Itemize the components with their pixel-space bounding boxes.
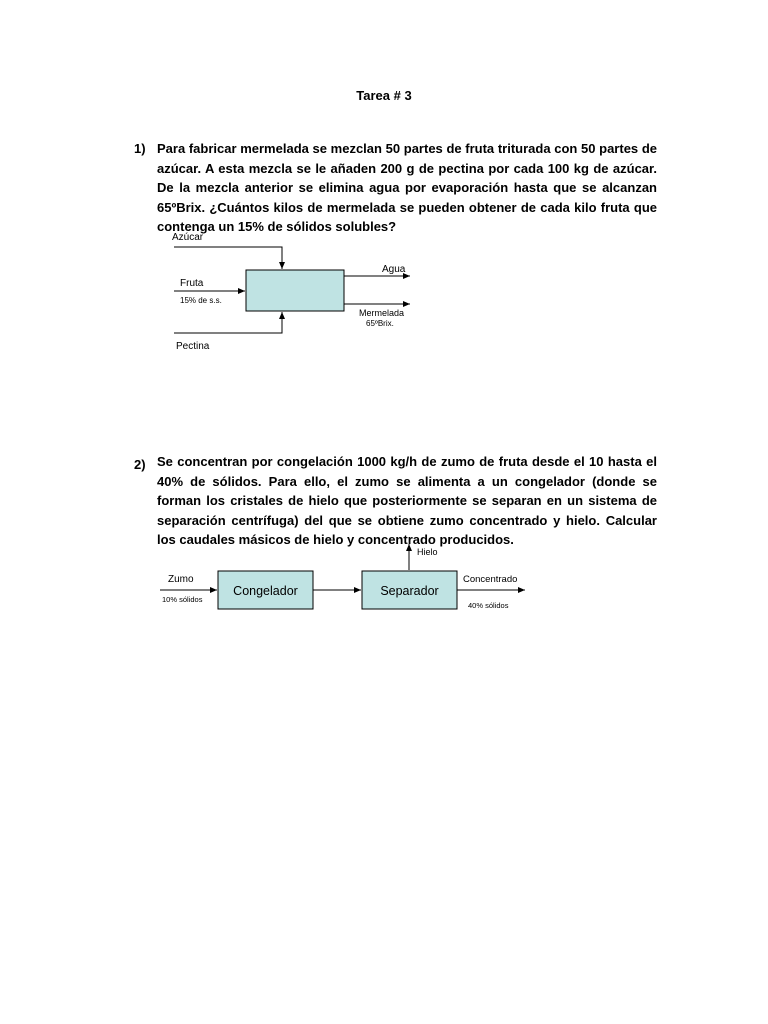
fruta-label: Fruta	[180, 278, 204, 289]
concentrado-solids-note: 40% sólidos	[468, 601, 509, 610]
azucar-label: Azúcar	[172, 232, 204, 243]
zumo-solids-note: 10% sólidos	[162, 595, 203, 604]
zumo-label: Zumo	[168, 574, 194, 585]
problem-2-text: Se concentran por congelación 1000 kg/h de zumo de fruta desde el 10 hasta el 40% de sólidos. Para ello, el zumo se alimenta a un congelador (donde se forman los cristales de hielo que posteriormente se separan en un sistema de separación centrífuga) del que se obtiene zumo concentrado y hielo. Calcular los caudales másicos de hielo y concentrado producidos.	[157, 454, 657, 547]
page-title: Tarea # 3	[356, 88, 412, 103]
problem-1-number: 1)	[134, 141, 146, 156]
mermelada-label: Mermelada	[359, 308, 405, 318]
fruta-solids-note: 15% de s.s.	[180, 296, 222, 305]
congelador-label: Congelador	[233, 584, 298, 598]
separador-label: Separador	[380, 584, 439, 598]
problem-1-text: Para fabricar mermelada se mezclan 50 partes de fruta triturada con 50 partes de azúcar. A esta mezcla se le añaden 200 g de pectina por cada 100 kg de azúcar. De la mezcla anterior se elimina agua por evaporación hasta que se alcanzan 65ºBrix. ¿Cuántos kilos de mermelada se pueden obtener de cada kilo fruta que contenga un 15% de sólidos solubles?	[157, 141, 657, 234]
hielo-label: Hielo	[417, 547, 438, 557]
concentrado-label: Concentrado	[463, 574, 518, 585]
mermelada-brix-note: 65ºBrix.	[366, 319, 394, 328]
problem-2-number: 2)	[134, 457, 146, 472]
pectina-label: Pectina	[176, 341, 210, 352]
agua-label: Agua	[382, 264, 406, 275]
